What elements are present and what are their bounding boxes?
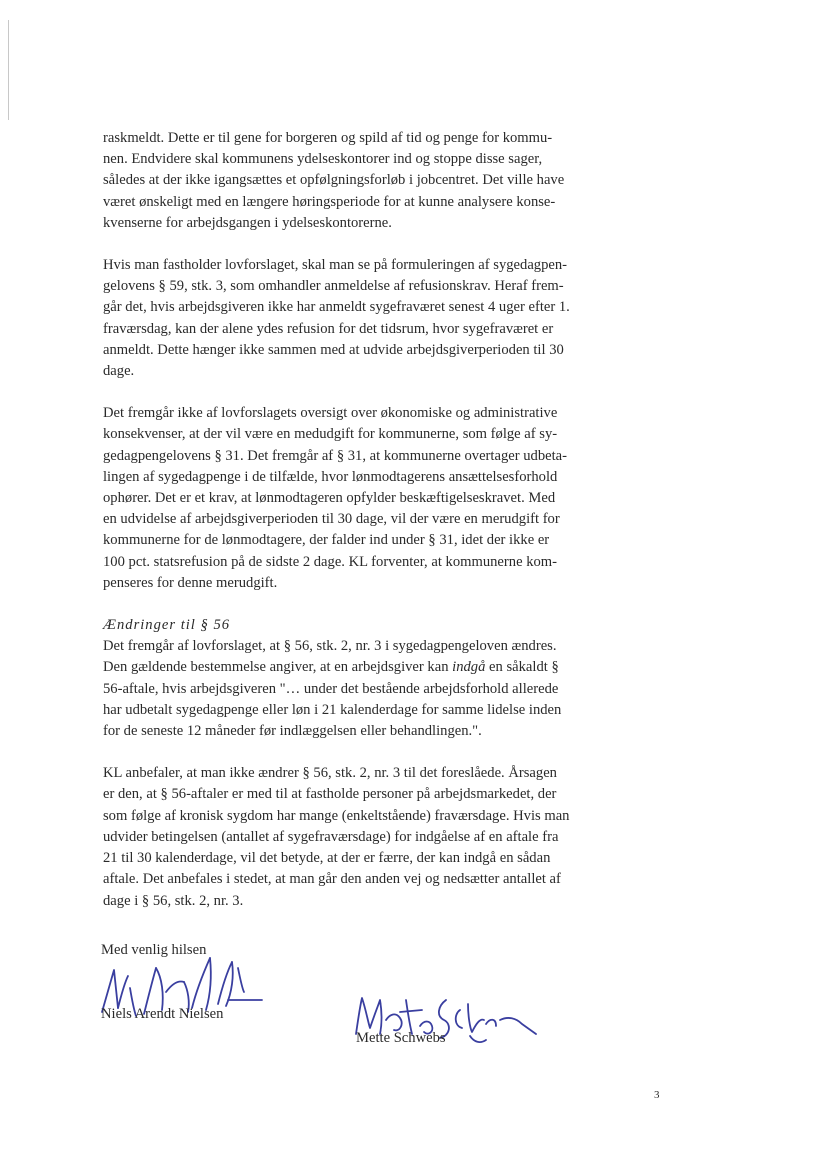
body-line: fraværsdag, kan der alene ydes refusion for det tidsrum, hvor sygefraværet er <box>103 320 554 337</box>
body-line <box>103 657 615 678</box>
body-line: aftale. Det anbefales i stedet, at man går den anden vej og nedsætter antallet af <box>103 871 561 888</box>
paragraph-gap <box>103 594 615 615</box>
body-line: således at der ikke igangsættes et opfølgningsforløb i jobcentret. Det ville have <box>103 172 565 189</box>
body-line: kommunerne for de lønmodtagere, der falder ind under § 31, idet der ikke er <box>103 532 550 549</box>
body-line: er den, at § 56-aftaler er med til at fastholde personer på arbejdsmarkedet, der <box>103 786 557 803</box>
closing-greeting: Med venlig hilsen <box>101 942 207 958</box>
body-line: dage. <box>103 363 135 380</box>
body-line: Det fremgår af lovforslaget, at § 56, stk. 2, nr. 3 i sygedagpengeloven ændres. <box>103 638 557 655</box>
body-line: lingen af sygedagpenge i de tilfælde, hvor lønmodtagerens ansættelsesforhold <box>103 468 558 485</box>
body-paragraphs-1 <box>103 128 615 615</box>
page-number: 3 <box>654 1089 660 1101</box>
body-line: en udvidelse af arbejdsgiverperioden til 30 dage, vil der være en merudgift for <box>103 511 560 528</box>
paragraph-gap <box>103 382 615 403</box>
body-line: 56-aftale, hvis arbejdsgiveren "… under det bestående arbejdsforhold allerede <box>103 680 559 697</box>
body-line-start: Den gældende bestemmelse angiver, at en arbejdsgiver kan <box>103 659 453 676</box>
body-line-end: en såkaldt § <box>485 659 559 676</box>
body-line: nen. Endvidere skal kommunens ydelseskontorer ind og stoppe disse sager, <box>103 151 543 168</box>
body-line: som følge af kronisk sygdom har mange (enkeltstående) fraværsdage. Hvis man <box>103 807 570 824</box>
body-line: KL anbefaler, at man ikke ændrer § 56, stk. 2, nr. 3 til det foreslåede. Årsagen <box>103 765 557 782</box>
body-line: dage i § 56, stk. 2, nr. 3. <box>103 892 244 909</box>
body-line: Hvis man fastholder lovforslaget, skal man se på formuleringen af sygedagpen- <box>103 257 568 274</box>
signer-1-name: Niels Arendt Nielsen <box>101 1006 224 1022</box>
paragraph-gap <box>103 742 615 763</box>
body-line: konsekvenser, at der vil være en medudgift for kommunerne, som følge af sy- <box>103 426 558 443</box>
body-line: for de seneste 12 måneder før indlæggelsen eller behandlingen.". <box>103 723 482 740</box>
body-line: anmeldt. Dette hænger ikke sammen med at udvide arbejdsgiverperioden til 30 <box>103 341 564 358</box>
body-paragraphs-3 <box>103 679 615 912</box>
body-line: går det, hvis arbejdsgiveren ikke har anmeldt sygefraværet senest 4 uger efter 1. <box>103 299 570 316</box>
body-line: gedagpengelovens § 31. Det fremgår af § 31, at kommunerne overtager udbeta- <box>103 447 567 464</box>
paragraph-gap <box>103 234 615 255</box>
body-line: Det fremgår ikke af lovforslagets oversigt over økonomiske og administrative <box>103 405 558 422</box>
letter-body <box>103 128 615 912</box>
body-line: 100 pct. statsrefusion på de sidste 2 dage. KL forventer, at kommunerne kom- <box>103 553 557 570</box>
body-paragraphs-2 <box>103 636 615 911</box>
body-line: kvenserne for arbejdsgangen i ydelseskontorerne. <box>103 214 392 231</box>
signer-2-name: Mette Schwebs <box>356 1030 446 1046</box>
body-line: gelovens § 59, stk. 3, som omhandler anmeldelse af refusionskrav. Heraf frem- <box>103 278 564 295</box>
section-heading: Ændringer til § 56 <box>103 617 231 634</box>
body-line: 21 til 30 kalenderdage, vil det betyde, at der er færre, der kan indgå en sådan <box>103 850 551 867</box>
body-line: har udbetalt sygedagpenge eller løn i 21 kalenderdage for samme lidelse inden <box>103 701 562 718</box>
body-line: været ønskeligt med en længere høringsperiode for at kunne analysere konse- <box>103 193 556 210</box>
body-line: udvider betingelsen (antallet af sygefraværsdage) for indgåelse af en aftale fra <box>103 828 559 845</box>
body-line: ophører. Det er et krav, at lønmodtageren opfylder beskæftigelseskravet. Med <box>103 490 556 507</box>
emphasized-word: indgå <box>452 659 486 676</box>
body-line: raskmeldt. Dette er til gene for borgeren og spild af tid og penge for kommu- <box>103 130 553 146</box>
body-line: penseres for denne merudgift. <box>103 574 278 591</box>
scan-edge-line <box>8 20 9 120</box>
